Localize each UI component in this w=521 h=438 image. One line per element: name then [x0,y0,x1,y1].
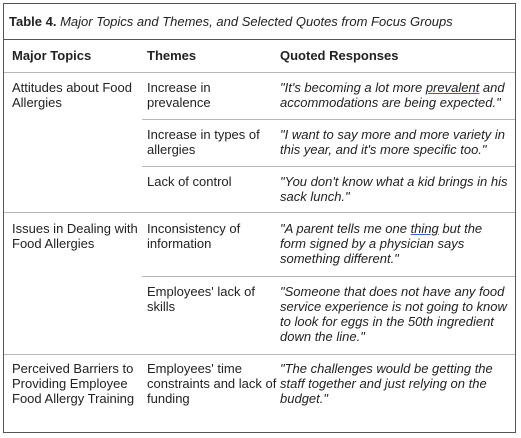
quote-cell [280,80,508,110]
theme-cell: Employees' time constraints and lack of funding [147,361,277,406]
quote-underlined-word: prevalent [425,80,480,95]
caption-divider [4,39,515,40]
table-caption [9,13,453,31]
theme-cell: Increase in prevalence [147,80,211,110]
group-divider [4,354,515,355]
topic-cell: Attitudes about Food Allergies [12,80,132,110]
quote-text: but the form signed by a physician says something different." [280,221,483,266]
column-header-themes: Themes [147,48,197,63]
table-title: Major Topics and Themes, and Selected Quotes from Focus Groups [60,14,453,29]
theme-cell: Increase in types of allergies [147,127,260,157]
quote-cell [280,221,508,266]
quote-cell: "The challenges would be getting the staff together and just relying on the budget." [280,361,493,406]
quote-cell: "You don't know what a kid brings in his sack lunch." [280,174,508,204]
theme-cell: Employees' lack of skills [147,284,255,314]
quote-underlined-word: thing [410,221,439,236]
quote-cell: "Someone that does not have any food service experience is not going to know to look for eggs in the 50th ingredient down the line." [280,284,507,344]
theme-cell: Lack of control [147,174,232,189]
column-header-major-topics: Major Topics [12,48,92,63]
header-divider [4,72,515,73]
quote-cell: "I want to say more and more variety in this year, and it's more specific too." [280,127,505,157]
row-divider [142,119,515,120]
row-divider [142,166,515,167]
group-divider [4,212,515,213]
column-header-quoted-responses: Quoted Responses [280,48,399,63]
quote-text: "A parent tells me one [280,221,411,236]
table-label: Table 4. [9,14,57,29]
theme-cell: Inconsistency of information [147,221,241,251]
quote-text: "It's becoming a lot more [280,80,426,95]
quote-text: and accommodations are being expected." [280,80,505,110]
topic-cell: Perceived Barriers to Providing Employee Food Allergy Training [12,361,135,406]
row-divider [142,276,515,277]
topic-cell: Issues in Dealing with Food Allergies [12,221,138,251]
